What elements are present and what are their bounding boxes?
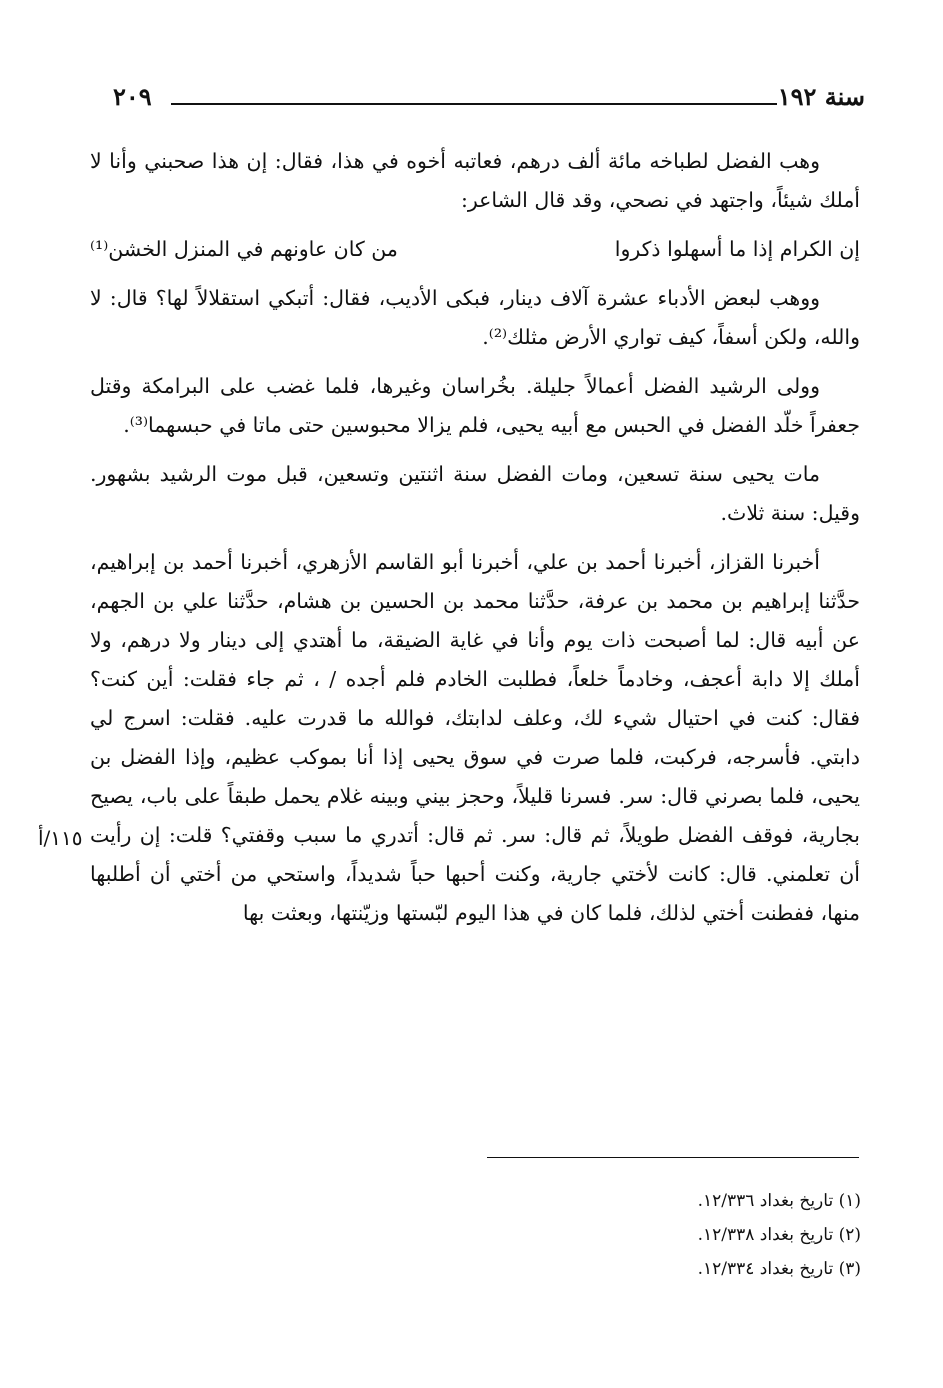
footnote-3: (٣) تاريخ بغداد ١٢/٣٣٤.	[697, 1259, 861, 1279]
running-head: سنة ١٩٢	[777, 82, 865, 111]
footnote-rule	[487, 1157, 859, 1158]
page-header	[113, 82, 865, 112]
main-text	[90, 142, 860, 943]
paragraph-1: وهب الفضل لطباخه مائة ألف درهم، فعاتبه أخوه في هذا، فقال: إن هذا صحبني وأنا لا أملك شيئاً، واجتهد في نصحي، وقد قال الشاعر:	[90, 149, 860, 212]
footnote-1: (١) تاريخ بغداد ١٢/٣٣٦.	[697, 1191, 861, 1211]
verse-second-hemistich: من كان عاونهم في المنزل الخشن⁽¹⁾	[90, 237, 398, 261]
verse-first-hemistich: إن الكرام إذا ما أسهلوا ذكروا	[614, 237, 860, 261]
verse-line	[90, 230, 860, 269]
paragraph-2: ووهب لبعض الأدباء عشرة آلاف دينار، فبكى الأديب، فقال: أتبكي استقلالاً لها؟ قال: لا والله، ولكن أسفاً، كيف تواري الأرض مثلك⁽²⁾.	[90, 286, 860, 349]
paragraph-3: وولى الرشيد الفضل أعمالاً جليلة. بخُراسان وغيرها، فلما غضب على البرامكة وقتل جعفراً خلّد الفضل في الحبس مع أبيه يحيى، فلم يزالا محبوسين حتى ماتا في حبسهما⁽³⁾.	[90, 374, 860, 437]
header-rule	[171, 103, 777, 105]
folio-margin-note: ١١٥/أ	[38, 826, 83, 850]
footnote-2: (٢) تاريخ بغداد ١٢/٣٣٨.	[697, 1225, 861, 1245]
paragraph-5: أخبرنا القزاز، أخبرنا أحمد بن علي، أخبرنا أبو القاسم الأزهري، أخبرنا أحمد بن إبراهيم، حدَّثنا إبراهيم بن محمد بن عرفة، حدَّثنا محمد بن الحسين بن هشام، حدَّثنا علي بن الجهم، عن أبيه قال: لما أصبحت ذات يوم وأنا في غاية الضيقة، ما أهتدي إلى دينار ولا درهم، ولا أملك إلا دابة أعجف، وخادماً خلعاً، فطلبت الخادم فلم أجده / ، ثم جاء فقلت: أين كنت؟ فقال: كنت في احتيال شيء لك، وعلف لدابتك، فوالله ما قدرت عليه. فقلت: اسرج لي دابتي. فأسرجه، فركبت، فلما صرت في سوق يحيى إذا أنا بموكب عظيم، وإذا الفضل بن يحيى، فلما بصرني قال: سر. فسرنا قليلاً، وحجز بيني وبينه غلام يحمل طبقاً على باب، يصيح بجارية، فوقف الفضل طويلاً، ثم قال: سر. ثم قال: أتدري ما سبب وقفتي؟ قلت: إن رأيت أن تعلمني. قال: كانت لأختي جارية، وكنت أحبها حباً شديداً، واستحي من أختي أن أطلبها منها، ففطنت أختي لذلك، فلما كان في هذا اليوم لبّستها وزيّنتها، وبعثت بها	[90, 550, 860, 925]
page-number: ٢٠٩	[113, 82, 152, 111]
footnotes	[698, 1184, 861, 1286]
paragraph-4: مات يحيى سنة تسعين، ومات الفضل سنة اثنتين وتسعين، قبل موت الرشيد بشهور. وقيل: سنة ثلاث.	[90, 462, 860, 525]
